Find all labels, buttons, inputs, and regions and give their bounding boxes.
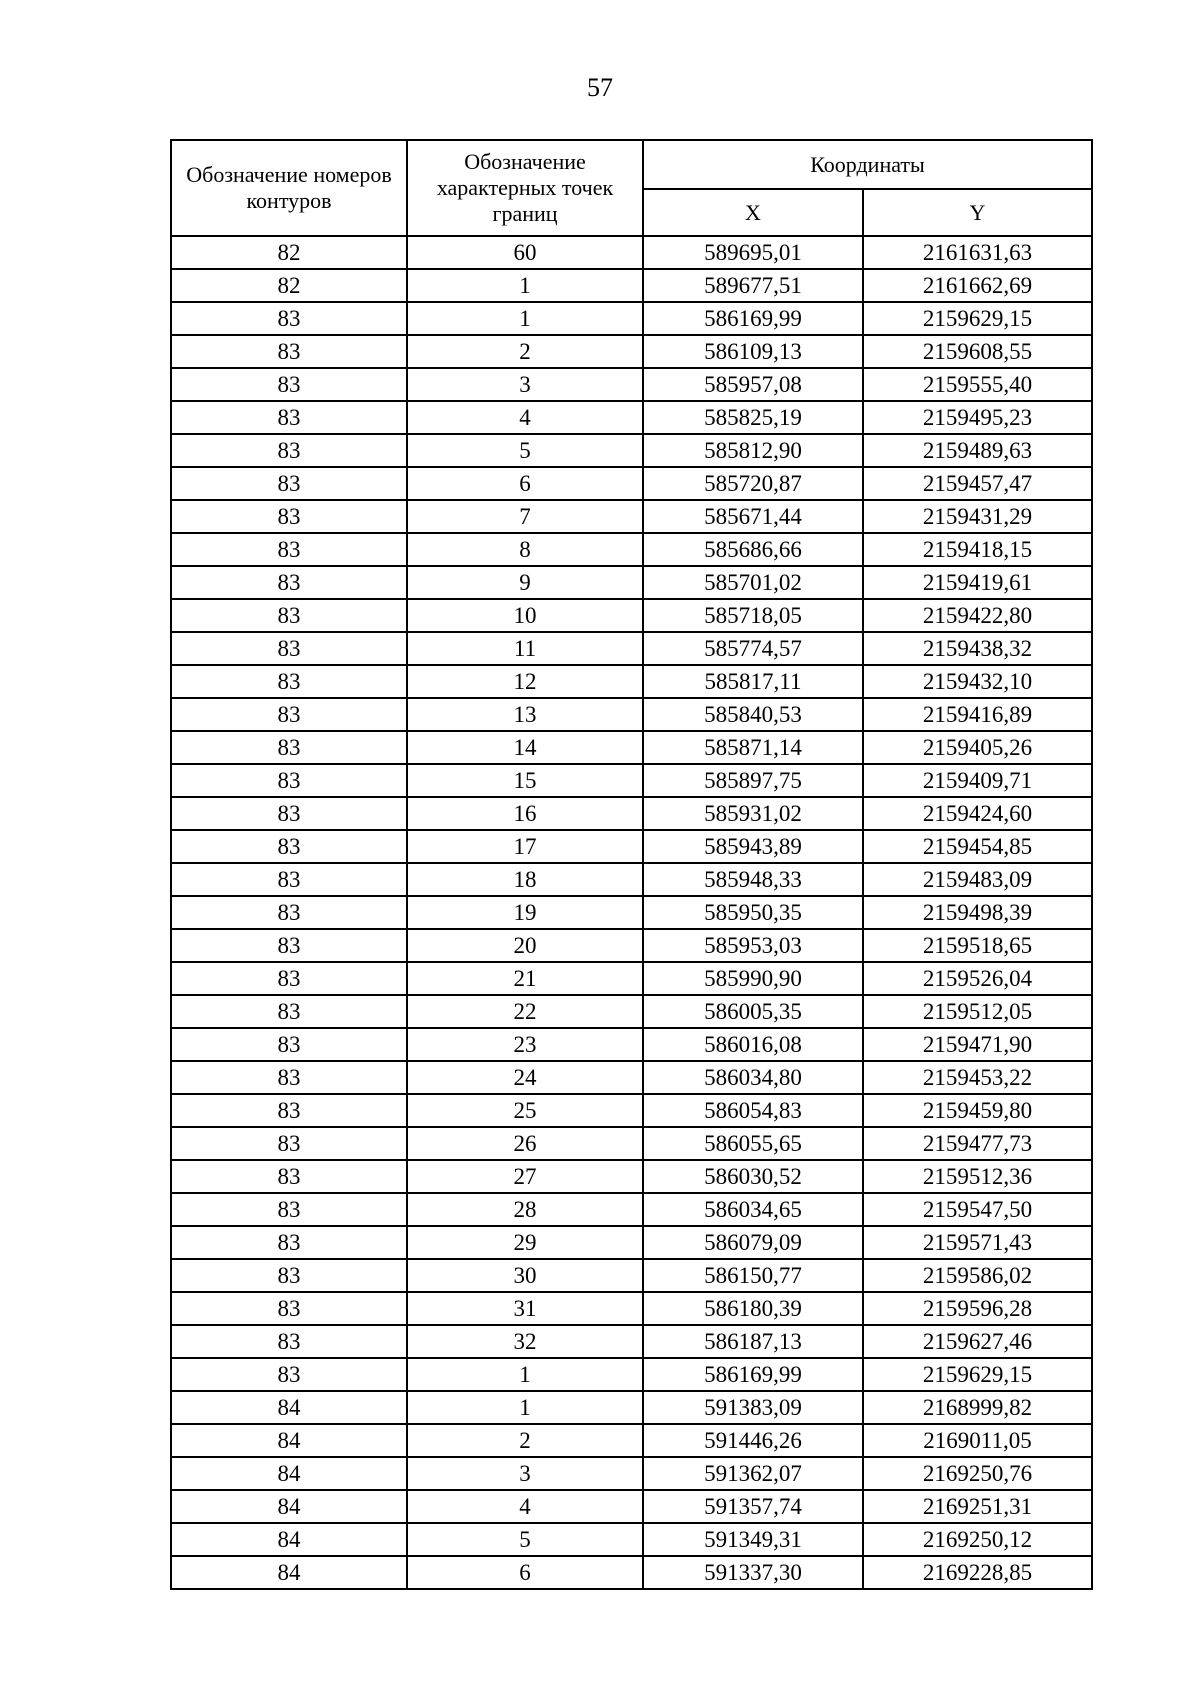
cell-point: 29: [407, 1226, 643, 1259]
table-row: [171, 1193, 1092, 1226]
cell-x: 586079,09: [643, 1226, 863, 1259]
table-row: [171, 1127, 1092, 1160]
cell-x: 585950,35: [643, 896, 863, 929]
cell-x: 585871,14: [643, 731, 863, 764]
table-row: [171, 236, 1092, 269]
cell-x: 585931,02: [643, 797, 863, 830]
cell-point: 2: [407, 1424, 643, 1457]
cell-contour: 82: [171, 269, 407, 302]
cell-x: 585812,90: [643, 434, 863, 467]
cell-contour: 83: [171, 1325, 407, 1358]
table-row: [171, 929, 1092, 962]
table-row: [171, 830, 1092, 863]
cell-x: 591383,09: [643, 1391, 863, 1424]
table-row: [171, 731, 1092, 764]
cell-x: 591337,30: [643, 1556, 863, 1589]
cell-point: 9: [407, 566, 643, 599]
table-row: [171, 1391, 1092, 1424]
cell-y: 2159419,61: [863, 566, 1092, 599]
table-row: [171, 1523, 1092, 1556]
cell-x: 586054,83: [643, 1094, 863, 1127]
cell-x: 585701,02: [643, 566, 863, 599]
cell-point: 31: [407, 1292, 643, 1325]
cell-y: 2159526,04: [863, 962, 1092, 995]
cell-point: 14: [407, 731, 643, 764]
cell-point: 18: [407, 863, 643, 896]
cell-y: 2159431,29: [863, 500, 1092, 533]
cell-x: 586034,80: [643, 1061, 863, 1094]
cell-point: 28: [407, 1193, 643, 1226]
cell-contour: 83: [171, 1094, 407, 1127]
cell-contour: 83: [171, 863, 407, 896]
cell-x: 585840,53: [643, 698, 863, 731]
cell-point: 30: [407, 1259, 643, 1292]
cell-y: 2159627,46: [863, 1325, 1092, 1358]
cell-x: 586034,65: [643, 1193, 863, 1226]
cell-contour: 83: [171, 764, 407, 797]
cell-x: 586169,99: [643, 1358, 863, 1391]
cell-contour: 83: [171, 467, 407, 500]
cell-y: 2159571,43: [863, 1226, 1092, 1259]
cell-contour: 83: [171, 368, 407, 401]
table-row: [171, 698, 1092, 731]
table-row: [171, 1292, 1092, 1325]
cell-x: 585825,19: [643, 401, 863, 434]
page-number: 57: [587, 73, 613, 102]
cell-point: 11: [407, 632, 643, 665]
table-row: [171, 863, 1092, 896]
cell-contour: 83: [171, 1160, 407, 1193]
cell-point: 8: [407, 533, 643, 566]
table-row: [171, 335, 1092, 368]
cell-x: 585953,03: [643, 929, 863, 962]
cell-contour: 84: [171, 1523, 407, 1556]
cell-contour: 84: [171, 1424, 407, 1457]
header-row: [171, 140, 1092, 189]
cell-x: 586016,08: [643, 1028, 863, 1061]
cell-contour: 83: [171, 401, 407, 434]
cell-contour: 84: [171, 1490, 407, 1523]
table-row: [171, 368, 1092, 401]
cell-contour: 83: [171, 1028, 407, 1061]
table-row: [171, 500, 1092, 533]
cell-x: 585686,66: [643, 533, 863, 566]
table-row: [171, 896, 1092, 929]
cell-contour: 83: [171, 1061, 407, 1094]
cell-y: 2169251,31: [863, 1490, 1092, 1523]
cell-x: 589695,01: [643, 236, 863, 269]
header-coordinates: Координаты: [643, 140, 1092, 189]
table-row: [171, 665, 1092, 698]
cell-y: 2159596,28: [863, 1292, 1092, 1325]
cell-x: 591446,26: [643, 1424, 863, 1457]
cell-point: 27: [407, 1160, 643, 1193]
cell-point: 25: [407, 1094, 643, 1127]
cell-y: 2159438,32: [863, 632, 1092, 665]
cell-point: 32: [407, 1325, 643, 1358]
table-row: [171, 1490, 1092, 1523]
table-row: [171, 797, 1092, 830]
cell-point: 21: [407, 962, 643, 995]
cell-contour: 83: [171, 698, 407, 731]
table-row: [171, 632, 1092, 665]
cell-y: 2159512,05: [863, 995, 1092, 1028]
cell-y: 2161662,69: [863, 269, 1092, 302]
cell-y: 2159409,71: [863, 764, 1092, 797]
cell-point: 19: [407, 896, 643, 929]
cell-contour: 83: [171, 731, 407, 764]
cell-point: 2: [407, 335, 643, 368]
cell-contour: 83: [171, 434, 407, 467]
cell-y: 2159405,26: [863, 731, 1092, 764]
cell-x: 585957,08: [643, 368, 863, 401]
table-row: [171, 1160, 1092, 1193]
cell-y: 2159422,80: [863, 599, 1092, 632]
cell-point: 26: [407, 1127, 643, 1160]
cell-y: 2159432,10: [863, 665, 1092, 698]
cell-y: 2159424,60: [863, 797, 1092, 830]
cell-y: 2159547,50: [863, 1193, 1092, 1226]
cell-y: 2169250,12: [863, 1523, 1092, 1556]
cell-y: 2159477,73: [863, 1127, 1092, 1160]
table-row: [171, 1358, 1092, 1391]
cell-y: 2159454,85: [863, 830, 1092, 863]
cell-point: 13: [407, 698, 643, 731]
cell-point: 3: [407, 1457, 643, 1490]
cell-point: 5: [407, 1523, 643, 1556]
cell-y: 2168999,82: [863, 1391, 1092, 1424]
cell-x: 586109,13: [643, 335, 863, 368]
table-header: [171, 140, 1092, 236]
cell-point: 17: [407, 830, 643, 863]
cell-x: 589677,51: [643, 269, 863, 302]
cell-y: 2161631,63: [863, 236, 1092, 269]
cell-x: 586187,13: [643, 1325, 863, 1358]
cell-point: 22: [407, 995, 643, 1028]
cell-y: 2159518,65: [863, 929, 1092, 962]
cell-y: 2159453,22: [863, 1061, 1092, 1094]
cell-contour: 83: [171, 797, 407, 830]
cell-contour: 84: [171, 1556, 407, 1589]
cell-point: 15: [407, 764, 643, 797]
cell-x: 591357,74: [643, 1490, 863, 1523]
cell-y: 2159418,15: [863, 533, 1092, 566]
table-row: [171, 1226, 1092, 1259]
cell-x: 591349,31: [643, 1523, 863, 1556]
cell-contour: 83: [171, 1292, 407, 1325]
cell-x: 585948,33: [643, 863, 863, 896]
cell-x: 585990,90: [643, 962, 863, 995]
table-row: [171, 1028, 1092, 1061]
cell-contour: 83: [171, 1193, 407, 1226]
cell-point: 1: [407, 1358, 643, 1391]
cell-x: 585718,05: [643, 599, 863, 632]
table-row: [171, 1259, 1092, 1292]
cell-point: 1: [407, 302, 643, 335]
cell-contour: 83: [171, 1226, 407, 1259]
cell-y: 2169011,05: [863, 1424, 1092, 1457]
cell-contour: 82: [171, 236, 407, 269]
table-row: [171, 1556, 1092, 1589]
cell-point: 7: [407, 500, 643, 533]
cell-y: 2159629,15: [863, 1358, 1092, 1391]
table-row: [171, 566, 1092, 599]
header-point: Обозначение характерных точек границ: [407, 140, 643, 236]
cell-y: 2159495,23: [863, 401, 1092, 434]
cell-point: 4: [407, 401, 643, 434]
cell-contour: 83: [171, 500, 407, 533]
table-row: [171, 467, 1092, 500]
table-row: [171, 533, 1092, 566]
cell-y: 2159629,15: [863, 302, 1092, 335]
cell-y: 2169250,76: [863, 1457, 1092, 1490]
table-row: [171, 599, 1092, 632]
cell-contour: 83: [171, 1259, 407, 1292]
cell-contour: 84: [171, 1391, 407, 1424]
cell-point: 60: [407, 236, 643, 269]
cell-point: 4: [407, 1490, 643, 1523]
cell-y: 2159489,63: [863, 434, 1092, 467]
cell-x: 586055,65: [643, 1127, 863, 1160]
cell-contour: 83: [171, 1127, 407, 1160]
cell-point: 5: [407, 434, 643, 467]
cell-contour: 83: [171, 665, 407, 698]
cell-contour: 83: [171, 599, 407, 632]
table-row: [171, 302, 1092, 335]
table-row: [171, 434, 1092, 467]
cell-y: 2159471,90: [863, 1028, 1092, 1061]
cell-x: 586180,39: [643, 1292, 863, 1325]
table-row: [171, 1457, 1092, 1490]
cell-point: 1: [407, 269, 643, 302]
cell-y: 2159483,09: [863, 863, 1092, 896]
cell-x: 586150,77: [643, 1259, 863, 1292]
cell-contour: 83: [171, 1358, 407, 1391]
table-row: [171, 1061, 1092, 1094]
cell-contour: 83: [171, 896, 407, 929]
table-row: [171, 995, 1092, 1028]
table-body: [171, 236, 1092, 1589]
cell-contour: 83: [171, 533, 407, 566]
cell-x: 585720,87: [643, 467, 863, 500]
cell-x: 586030,52: [643, 1160, 863, 1193]
table-row: [171, 1424, 1092, 1457]
cell-point: 16: [407, 797, 643, 830]
cell-contour: 83: [171, 302, 407, 335]
table-row: [171, 269, 1092, 302]
cell-x: 591362,07: [643, 1457, 863, 1490]
cell-x: 585774,57: [643, 632, 863, 665]
cell-y: 2159457,47: [863, 467, 1092, 500]
table-row: [171, 401, 1092, 434]
cell-y: 2159459,80: [863, 1094, 1092, 1127]
cell-point: 20: [407, 929, 643, 962]
coordinates-table: [170, 139, 1093, 1590]
cell-contour: 83: [171, 566, 407, 599]
cell-point: 10: [407, 599, 643, 632]
cell-contour: 83: [171, 995, 407, 1028]
table-row: [171, 962, 1092, 995]
table-row: [171, 1094, 1092, 1127]
cell-y: 2159512,36: [863, 1160, 1092, 1193]
header-y: Y: [863, 189, 1092, 236]
cell-y: 2159416,89: [863, 698, 1092, 731]
cell-x: 586005,35: [643, 995, 863, 1028]
cell-x: 585897,75: [643, 764, 863, 797]
cell-y: 2159555,40: [863, 368, 1092, 401]
cell-point: 1: [407, 1391, 643, 1424]
cell-y: 2159586,02: [863, 1259, 1092, 1292]
cell-contour: 83: [171, 632, 407, 665]
cell-y: 2159498,39: [863, 896, 1092, 929]
table-row: [171, 764, 1092, 797]
cell-contour: 83: [171, 929, 407, 962]
cell-contour: 83: [171, 830, 407, 863]
cell-point: 12: [407, 665, 643, 698]
cell-y: 2169228,85: [863, 1556, 1092, 1589]
cell-contour: 83: [171, 962, 407, 995]
header-contour: Обозначение номеров контуров: [171, 140, 407, 236]
cell-x: 585943,89: [643, 830, 863, 863]
cell-point: 6: [407, 467, 643, 500]
cell-contour: 83: [171, 335, 407, 368]
table-row: [171, 1325, 1092, 1358]
cell-point: 6: [407, 1556, 643, 1589]
cell-x: 585817,11: [643, 665, 863, 698]
cell-x: 586169,99: [643, 302, 863, 335]
cell-y: 2159608,55: [863, 335, 1092, 368]
cell-point: 24: [407, 1061, 643, 1094]
cell-point: 3: [407, 368, 643, 401]
cell-x: 585671,44: [643, 500, 863, 533]
cell-point: 23: [407, 1028, 643, 1061]
header-x: X: [643, 189, 863, 236]
cell-contour: 84: [171, 1457, 407, 1490]
